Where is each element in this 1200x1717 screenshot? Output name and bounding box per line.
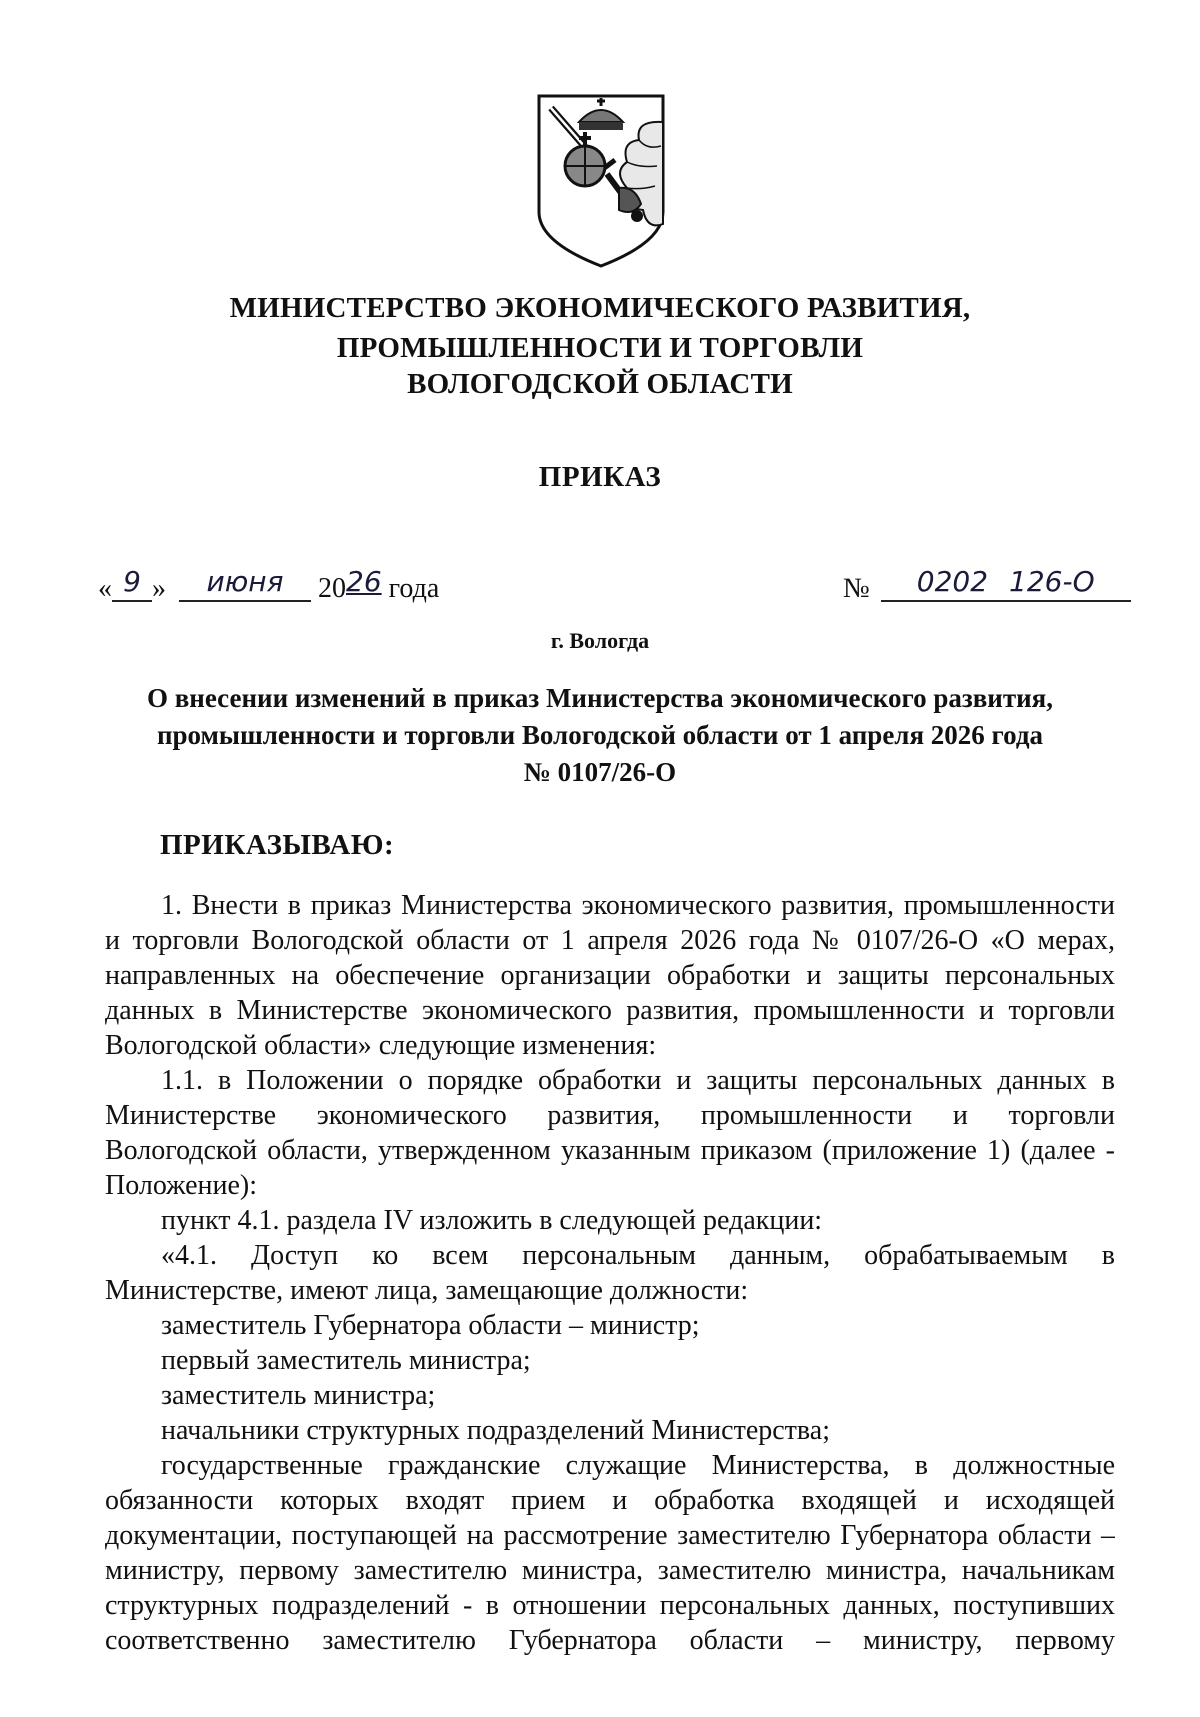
body-line: Вологодской области» следующие изменения:: [105, 1030, 657, 1061]
document-type: ПРИКАЗ: [538, 461, 662, 493]
date-day: 9: [123, 565, 141, 598]
document-number: [843, 565, 1131, 607]
body-line: государственные гражданские служащие Министерства, в должностные: [161, 1450, 1115, 1481]
date-year-prefix: 20: [318, 573, 346, 604]
body-line: первый заместитель министра;: [161, 1345, 531, 1376]
body-line: «4.1. Доступ ко всем персональным данным, обрабатываемым в: [161, 1240, 1115, 1271]
document-date: [98, 565, 440, 607]
number-label: №: [843, 573, 870, 604]
body-line: заместитель министра;: [161, 1380, 436, 1411]
body-line: обязанности которых входят прием и обработка входящей и исходящей: [105, 1485, 1115, 1516]
date-year-suffix: 26: [346, 565, 382, 598]
coat-of-arms-icon: [535, 92, 667, 270]
body-text: [105, 888, 1115, 1658]
body-line: 1. Внести в приказ Министерства экономического развития, промышленности: [161, 890, 1115, 921]
subject-line-1: О внесении изменений в приказ Министерства экономического развития,: [146, 683, 1054, 713]
date-month: июня: [206, 565, 284, 598]
date-day-field: [112, 565, 152, 602]
body-line: документации, поступающей на рассмотрение заместителю Губернатора области –: [105, 1520, 1115, 1551]
ministry-name-line-1: МИНИСТЕРСТВО ЭКОНОМИЧЕСКОГО РАЗВИТИЯ,: [229, 292, 971, 324]
body-line: структурных подразделений - в отношении персональных данных, поступивших: [105, 1590, 1115, 1621]
number-part-1: 0202: [916, 565, 989, 598]
city: г. Вологда: [550, 628, 650, 653]
body-line: и торговли Вологодской области от 1 апреля 2026 года № 0107/26-О «О мерах,: [105, 925, 1115, 956]
order-word: ПРИКАЗЫВАЮ:: [160, 829, 395, 861]
body-line: Вологодской области, утвержденном указанным приказом (приложение 1) (далее -: [105, 1135, 1115, 1166]
subject-line-2: промышленности и торговли Вологодской области от 1 апреля 2026 года: [156, 720, 1044, 750]
number-field: [881, 565, 1131, 602]
date-close-quote: »: [152, 573, 166, 604]
date-open-quote: «: [98, 573, 112, 604]
body-line: начальники структурных подразделений Министерства;: [161, 1415, 830, 1446]
body-line: пункт 4.1. раздела IV изложить в следующей редакции:: [161, 1205, 823, 1236]
body-line: соответственно заместителю Губернатора области – министру, первому: [105, 1625, 1115, 1656]
body-line: данных в Министерстве экономического развития, промышленности и торговли: [105, 995, 1115, 1026]
body-line: Министерстве, имеют лица, замещающие должности:: [105, 1275, 749, 1306]
body-line: 1.1. в Положении о порядке обработки и защиты персональных данных в: [161, 1065, 1115, 1096]
subject-line-3: № 0107/26-О: [523, 757, 677, 787]
date-month-field: [179, 565, 311, 602]
ministry-name-line-2: ПРОМЫШЛЕННОСТИ И ТОРГОВЛИ: [336, 332, 864, 364]
date-year-word: года: [388, 573, 440, 604]
number-part-2: 126-О: [1009, 565, 1095, 598]
ministry-name-line-3: ВОЛОГОДСКОЙ ОБЛАСТИ: [407, 368, 793, 400]
body-line: Министерстве экономического развития, промышленности и торговли: [105, 1100, 1115, 1131]
body-line: министру, первому заместителю министра, заместителю министра, начальникам: [105, 1555, 1115, 1586]
body-line: заместитель Губернатора области – министр;: [161, 1310, 700, 1341]
body-line: Положение):: [105, 1170, 258, 1201]
body-line: направленных на обеспечение организации обработки и защиты персональных: [105, 960, 1115, 991]
